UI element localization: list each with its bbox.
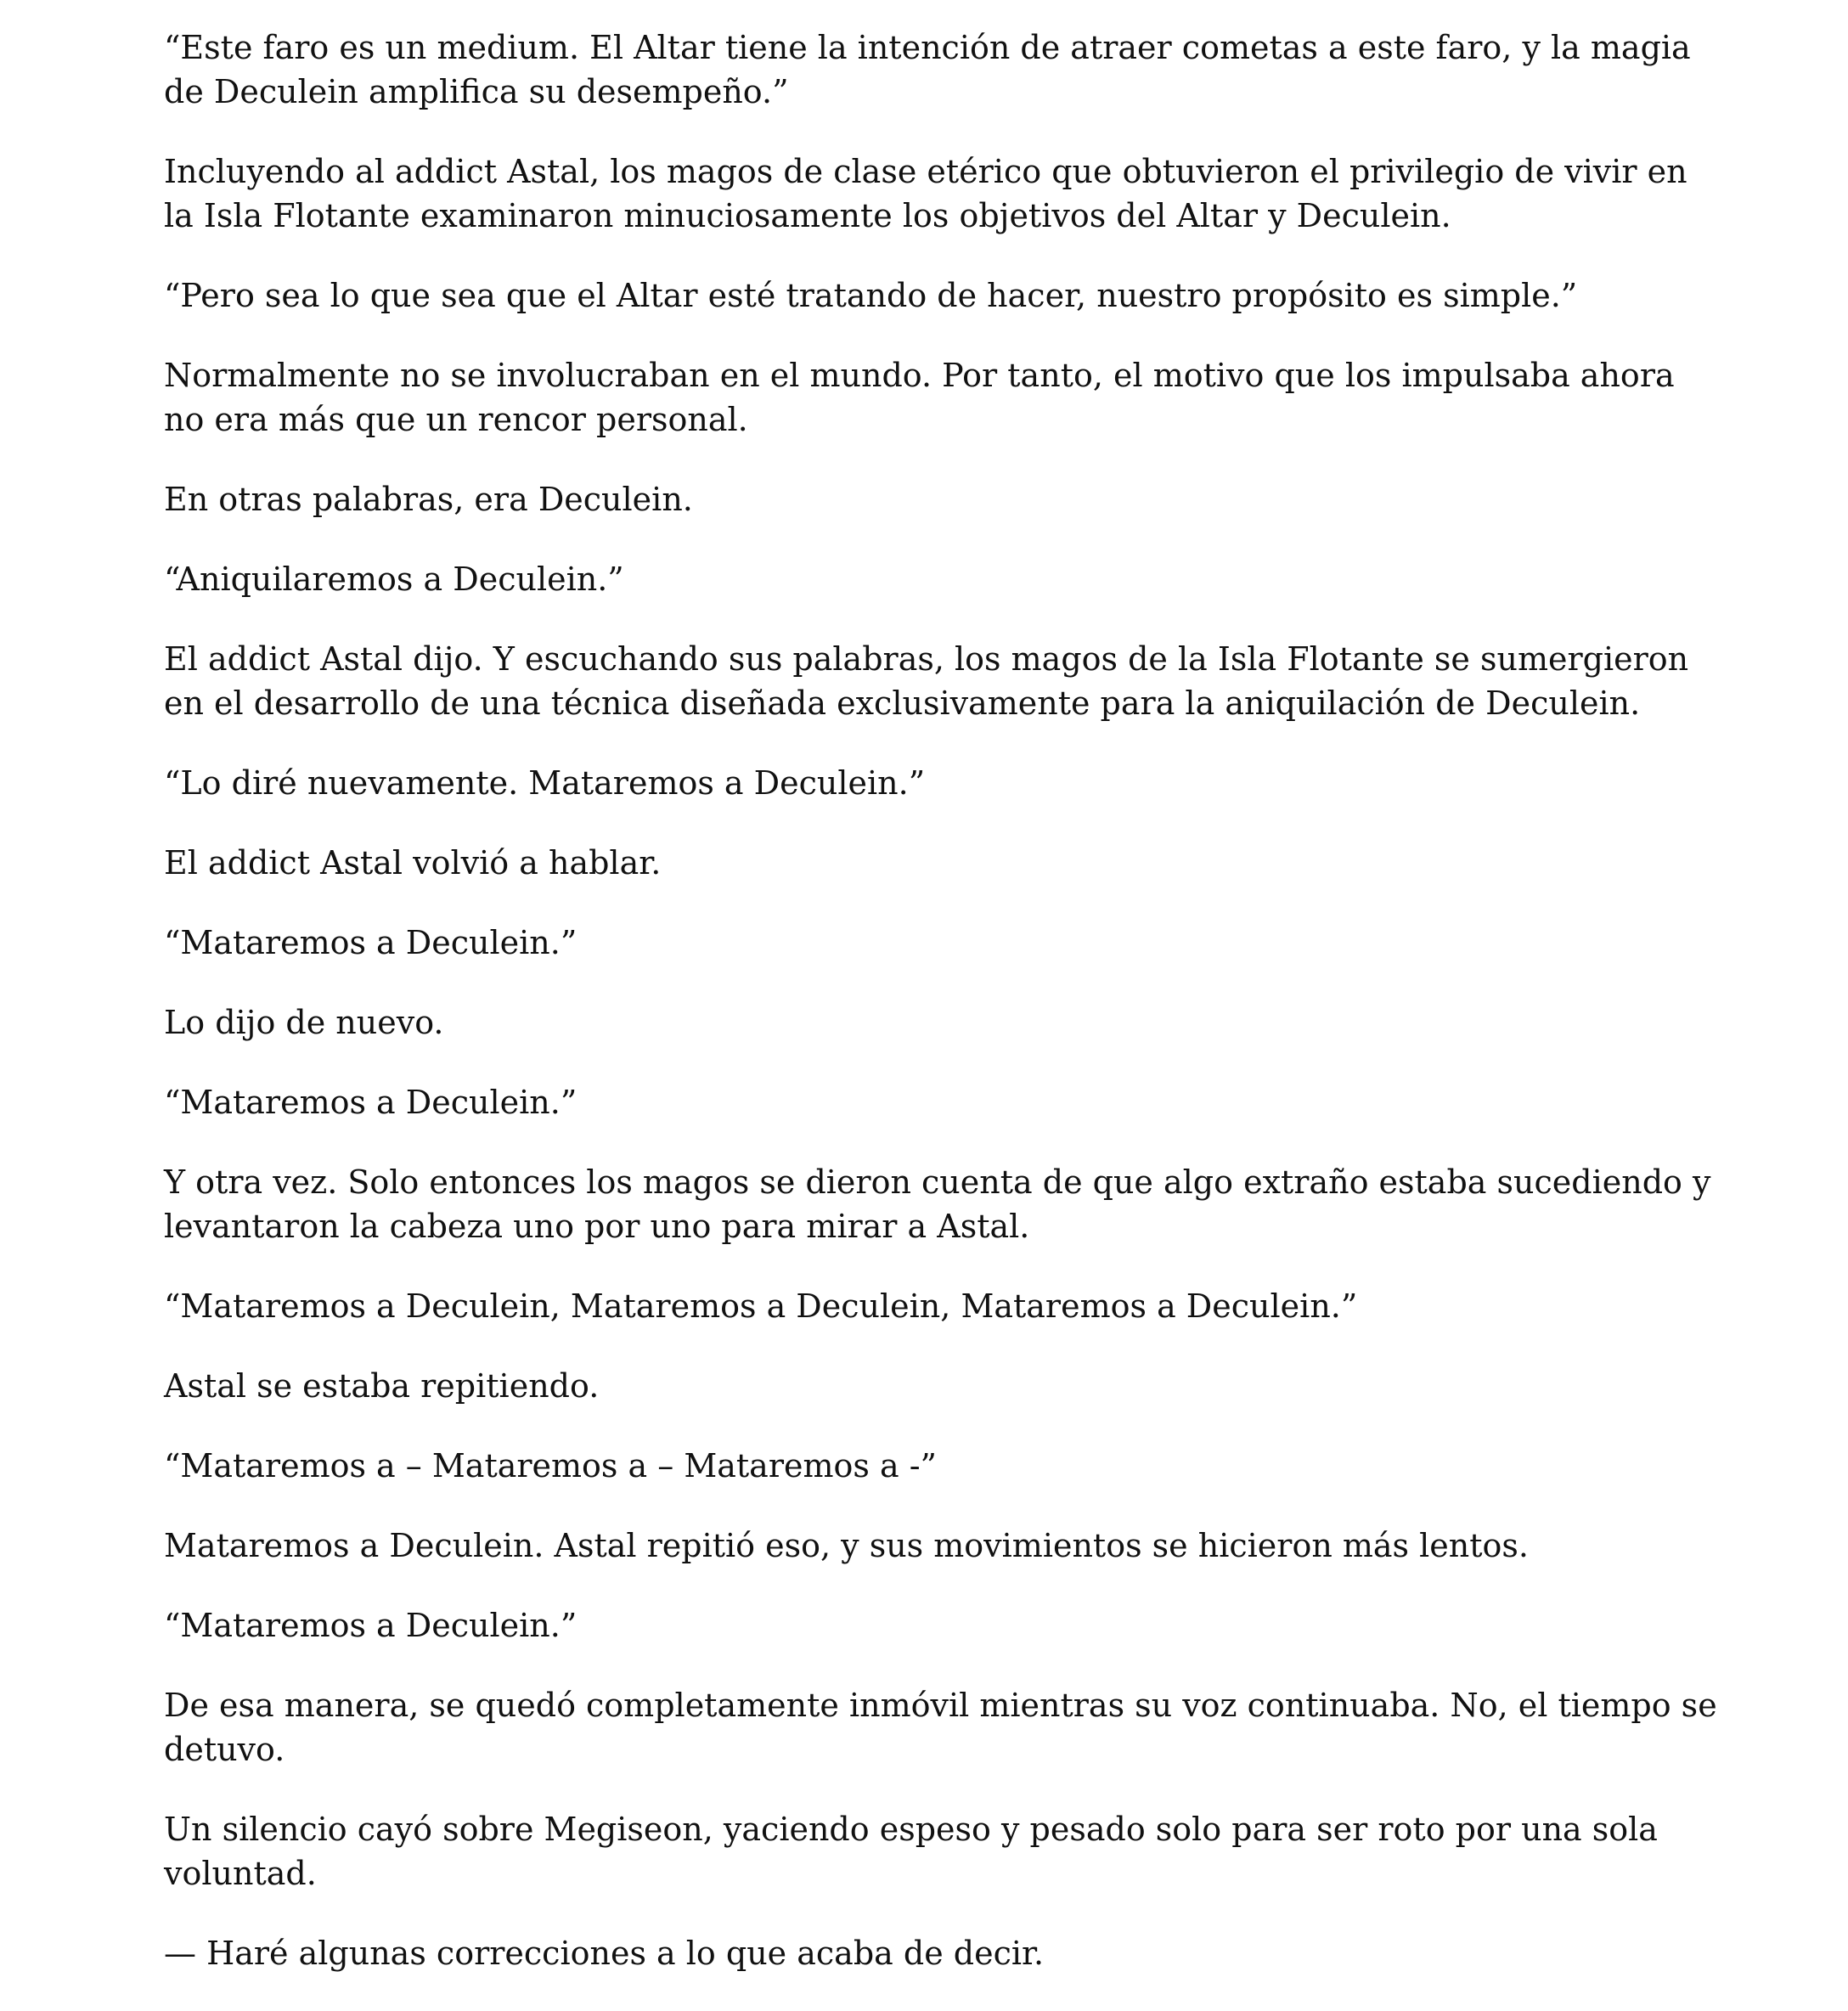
- paragraph: Y otra vez. Solo entonces los magos se dieron cuenta de que algo extraño estaba sucediendo y levantaron la cabeza uno por uno para mirar a Astal.: [164, 1163, 1711, 1245]
- paragraph: “Mataremos a – Mataremos a – Mataremos a -”: [164, 1447, 937, 1484]
- paragraph: “Lo diré nuevamente. Mataremos a Deculein.”: [164, 764, 926, 802]
- paragraph: El addict Astal dijo. Y escuchando sus palabras, los magos de la Isla Flotante se sumergieron en el desarrollo de una técnica diseñada exclusivamente para la aniquilación de Deculein.: [164, 640, 1689, 722]
- paragraph: En otras palabras, era Deculein.: [164, 481, 693, 518]
- paragraph: Normalmente no se involucraban en el mundo. Por tanto, el motivo que los impulsaba ahora no era más que un rencor personal.: [164, 357, 1675, 438]
- paragraph: “Aniquilaremos a Deculein.”: [164, 560, 624, 598]
- document-body: [164, 25, 1718, 2011]
- paragraph: “Mataremos a Deculein.”: [164, 924, 578, 961]
- paragraph: “Mataremos a Deculein, Mataremos a Deculein, Mataremos a Deculein.”: [164, 1287, 1358, 1325]
- paragraph: “Mataremos a Deculein.”: [164, 1607, 578, 1644]
- paragraph: Un silencio cayó sobre Megiseon, yaciendo espeso y pesado solo para ser roto por una sola voluntad.: [164, 1811, 1658, 1892]
- paragraph: “Pero sea lo que sea que el Altar esté tratando de hacer, nuestro propósito es simple.”: [164, 277, 1578, 314]
- paragraph: Lo dijo de nuevo.: [164, 1004, 444, 1041]
- paragraph: El addict Astal volvió a hablar.: [164, 844, 662, 882]
- paragraph: “Este faro es un medium. El Altar tiene la intención de atraer cometas a este faro, y la magia de Deculein amplifica su desempeño.”: [164, 29, 1691, 110]
- paragraph: Mataremos a Deculein. Astal repitió eso, y sus movimientos se hicieron más lentos.: [164, 1527, 1529, 1564]
- paragraph: Incluyendo al addict Astal, los magos de clase etérico que obtuvieron el privilegio de vivir en la Isla Flotante examinaron minuciosamente los objetivos del Altar y Deculein.: [164, 153, 1687, 234]
- paragraph: De esa manera, se quedó completamente inmóvil mientras su voz continuaba. No, el tiempo se detuvo.: [164, 1687, 1717, 1768]
- paragraph: Astal se estaba repitiendo.: [164, 1367, 600, 1405]
- paragraph: — Haré algunas correcciones a lo que acaba de decir.: [164, 1935, 1045, 1972]
- paragraph: “Mataremos a Deculein.”: [164, 1084, 578, 1121]
